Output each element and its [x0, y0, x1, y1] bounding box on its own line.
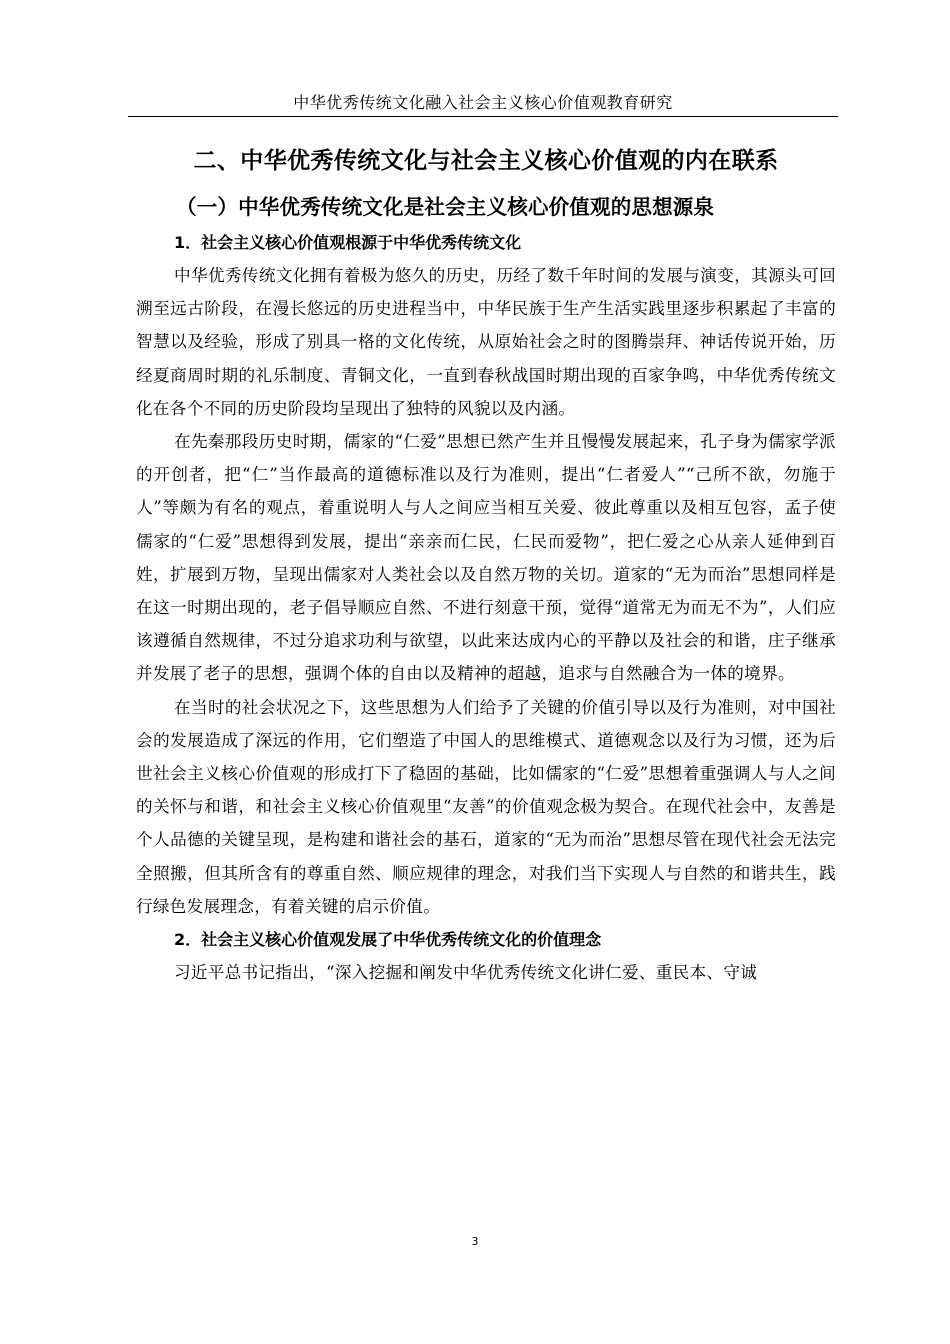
subsection-heading: （一）中华优秀传统文化是社会主义核心价值观的思想源泉 [176, 195, 715, 219]
page-number: 3 [471, 1235, 479, 1248]
page-body [136, 140, 836, 989]
header-rule [128, 116, 838, 117]
body-paragraph: 习近平总书记指出，“深入挖掘和阐发中华优秀传统文化讲仁爱、重民本、守诚 [174, 963, 758, 983]
body-paragraph: 在先秦那段历史时期，儒家的“仁爱”思想已然产生并且慢慢发展起来，孔子身为儒家学派的开创者，把“仁”当作最高的道德标准以及行为准则，提出“仁者爱人”“己所不欲，勿施于人”等颇为有名的观点，着重说明人与人之间应当相互关爱、彼此尊重以及相互包容，孟子使儒家的“仁爱”思想得到发展，提出“亲亲而仁民，仁民而爱物”，把仁爱之心从亲人延伸到百姓，扩展到万物，呈现出儒家对人类社会以及自然万物的关切。道家的“无为而治”思想同样是在这一时期出现的，老子倡导顺应自然、不进行刻意干预，觉得“道常无为而无不为”，人们应该遵循自然规律，不过分追求功利与欲望，以此来达成内心的平静以及社会的和谐，庄子继承并发展了老子的思想，强调个体的自由以及精神的超越，追求与自然融合为一体的境界。 [136, 432, 836, 684]
section-heading: 二、中华优秀传统文化与社会主义核心价值观的内在联系 [193, 148, 779, 174]
running-header: 中华优秀传统文化融入社会主义核心价值观教育研究 [293, 93, 673, 112]
point-heading-1: 1．社会主义核心价值观根源于中华优秀传统文化 [174, 233, 522, 252]
body-paragraph: 中华优秀传统文化拥有着极为悠久的历史，历经了数千年时间的发展与演变，其源头可回溯至远古阶段，在漫长悠远的历史进程当中，中华民族于生产生活实践里逐步积累起了丰富的智慧以及经验，形成了别具一格的文化传统，从原始社会之时的图腾崇拜、神话传说开始，历经夏商周时期的礼乐制度、青铜文化，一直到春秋战国时期出现的百家争鸣，中华优秀传统文化在各个不同的历史阶段均呈现出了独特的风貌以及内涵。 [136, 266, 836, 418]
body-paragraph: 在当时的社会状况之下，这些思想为人们给予了关键的价值引导以及行为准则，对中国社会的发展造成了深远的作用，它们塑造了中国人的思维模式、道德观念以及行为习惯，还为后世社会主义核心价值观的形成打下了稳固的基础，比如儒家的“仁爱”思想着重强调人与人之间的关怀与和谐，和社会主义核心价值观里“友善”的价值观念极为契合。在现代社会中，友善是个人品德的关键呈现，是构建和谐社会的基石，道家的“无为而治”思想尽管在现代社会无法完全照搬，但其所含有的尊重自然、顺应规律的理念，对我们当下实现人与自然的和谐共生，践行绿色发展理念，有着关键的启示价值。 [136, 697, 836, 916]
point-heading-2: 2．社会主义核心价值观发展了中华优秀传统文化的价值理念 [174, 930, 602, 950]
